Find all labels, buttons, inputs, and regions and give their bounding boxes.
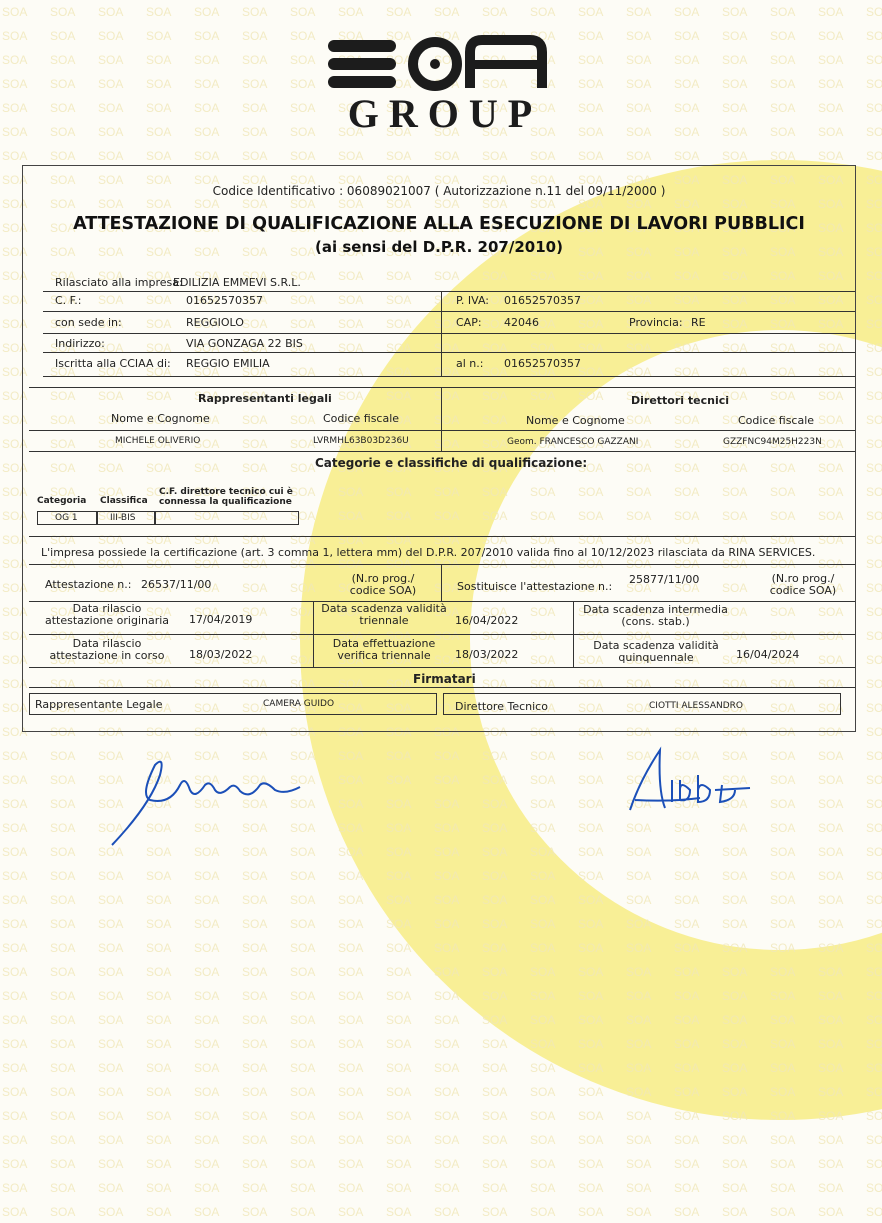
rilascio-orig-label: Data rilascio attestazione originaria: [44, 602, 170, 627]
sig-legal-value: CAMERA GUIDO: [263, 699, 335, 709]
aln-value: 01652570357: [504, 357, 581, 370]
piva-value: 01652570357: [504, 294, 581, 307]
tech-cf: GZZFNC94M25H223N: [723, 437, 822, 447]
cf-value: 01652570357: [186, 294, 263, 307]
sost-value: 25877/11/00: [629, 573, 700, 586]
cap-value: 42046: [504, 316, 539, 329]
code-line: Codice Identificativo : 06089021007 ( Autorizzazione n.11 del 09/11/2000 ): [212, 184, 666, 198]
tech-dir-signature: [620, 740, 770, 820]
sig-legal-label: Rappresentante Legale: [35, 698, 163, 711]
tech-dir-header: Direttori tecnici: [631, 394, 730, 407]
scad-quinq-label: Data scadenza validità quinquennale: [593, 639, 719, 664]
col-cf-dir: C.F. direttore tecnico cui è connessa la qualificazione: [159, 487, 293, 507]
sig-tech-value: CIOTTI ALESSANDRO: [649, 701, 743, 711]
categories-header: Categorie e classifiche di qualificazione:: [315, 456, 588, 470]
provincia-value: RE: [691, 316, 706, 329]
rilascio-orig-value: 17/04/2019: [189, 613, 253, 626]
col-name-legal: Nome e Cognome: [111, 412, 210, 425]
aln-label: al n.:: [456, 357, 484, 370]
col-cf-tech: Codice fiscale: [738, 414, 815, 427]
attestation-num-label: Attestazione n.:: [45, 578, 132, 591]
document-title: ATTESTAZIONE DI QUALIFICAZIONE ALLA ESECUZIONE DI LAVORI PUBBLICI: [73, 214, 805, 234]
scad-trien-label: Data scadenza validità triennale: [321, 602, 447, 627]
sost-label: Sostituisce l'attestazione n.:: [457, 580, 613, 593]
ccia-value: REGGIO EMILIA: [186, 357, 270, 370]
ccia-label: Iscritta alla CCIAA di:: [55, 357, 171, 370]
logo-group-text: GROUP: [347, 91, 543, 136]
sig-tech-label: Direttore Tecnico: [455, 700, 548, 713]
attestation-frame: [22, 165, 856, 732]
col-cf-legal: Codice fiscale: [323, 412, 400, 425]
legal-rep-header: Rappresentanti legali: [198, 392, 332, 405]
classifica-0: III-BIS: [110, 513, 136, 523]
nro-prog: (N.ro prog./ codice SOA): [349, 572, 417, 597]
tech-name: Geom. FRANCESCO GAZZANI: [507, 437, 639, 447]
attestation-num-value: 26537/11/00: [141, 578, 212, 591]
rilascio-corso-label: Data rilascio attestazione in corso: [49, 637, 165, 662]
scad-trien-value: 16/04/2022: [455, 614, 519, 627]
scad-interm-label: Data scadenza intermedia (cons. stab.): [583, 603, 728, 628]
indirizzo-value: VIA GONZAGA 22 BIS: [186, 337, 303, 350]
rilasciato-value: EDILIZIA EMMEVI S.R.L.: [173, 276, 301, 289]
legal-cf: LVRMHL63B03D236U: [313, 436, 409, 446]
provincia-label: Provincia:: [629, 316, 683, 329]
scad-quinq-value: 16/04/2024: [736, 648, 800, 661]
nro-prog-2: (N.ro prog./ codice SOA): [769, 572, 837, 597]
piva-label: P. IVA:: [456, 294, 490, 307]
cf-label: C. F.:: [55, 294, 82, 307]
firmatari-header: Firmatari: [413, 672, 476, 686]
col-categoria: Categoria: [37, 496, 87, 506]
rilascio-corso-value: 18/03/2022: [189, 648, 253, 661]
legal-rep-signature: [110, 745, 310, 855]
col-name-tech: Nome e Cognome: [526, 414, 625, 427]
sede-label: con sede in:: [55, 316, 122, 329]
cap-label: CAP:: [456, 316, 482, 329]
verifica-label: Data effettuazione verifica triennale: [332, 637, 436, 662]
verifica-value: 18/03/2022: [455, 648, 519, 661]
indirizzo-label: Indirizzo:: [55, 337, 105, 350]
rilasciato-label: Rilasciato alla impresa:: [55, 276, 183, 289]
legal-name: MICHELE OLIVERIO: [115, 436, 201, 446]
certification-text: L'impresa possiede la certificazione (art. 3 comma 1, lettera mm) del D.P.R. 207/2010 valida fino al 10/12/2023 rilasciata da RINA SERVICES.: [41, 546, 816, 559]
sede-value: REGGIOLO: [186, 316, 244, 329]
categoria-0: OG 1: [55, 513, 78, 523]
col-classifica: Classifica: [100, 496, 148, 506]
document-subtitle: (ai sensi del D.P.R. 207/2010): [315, 238, 563, 256]
